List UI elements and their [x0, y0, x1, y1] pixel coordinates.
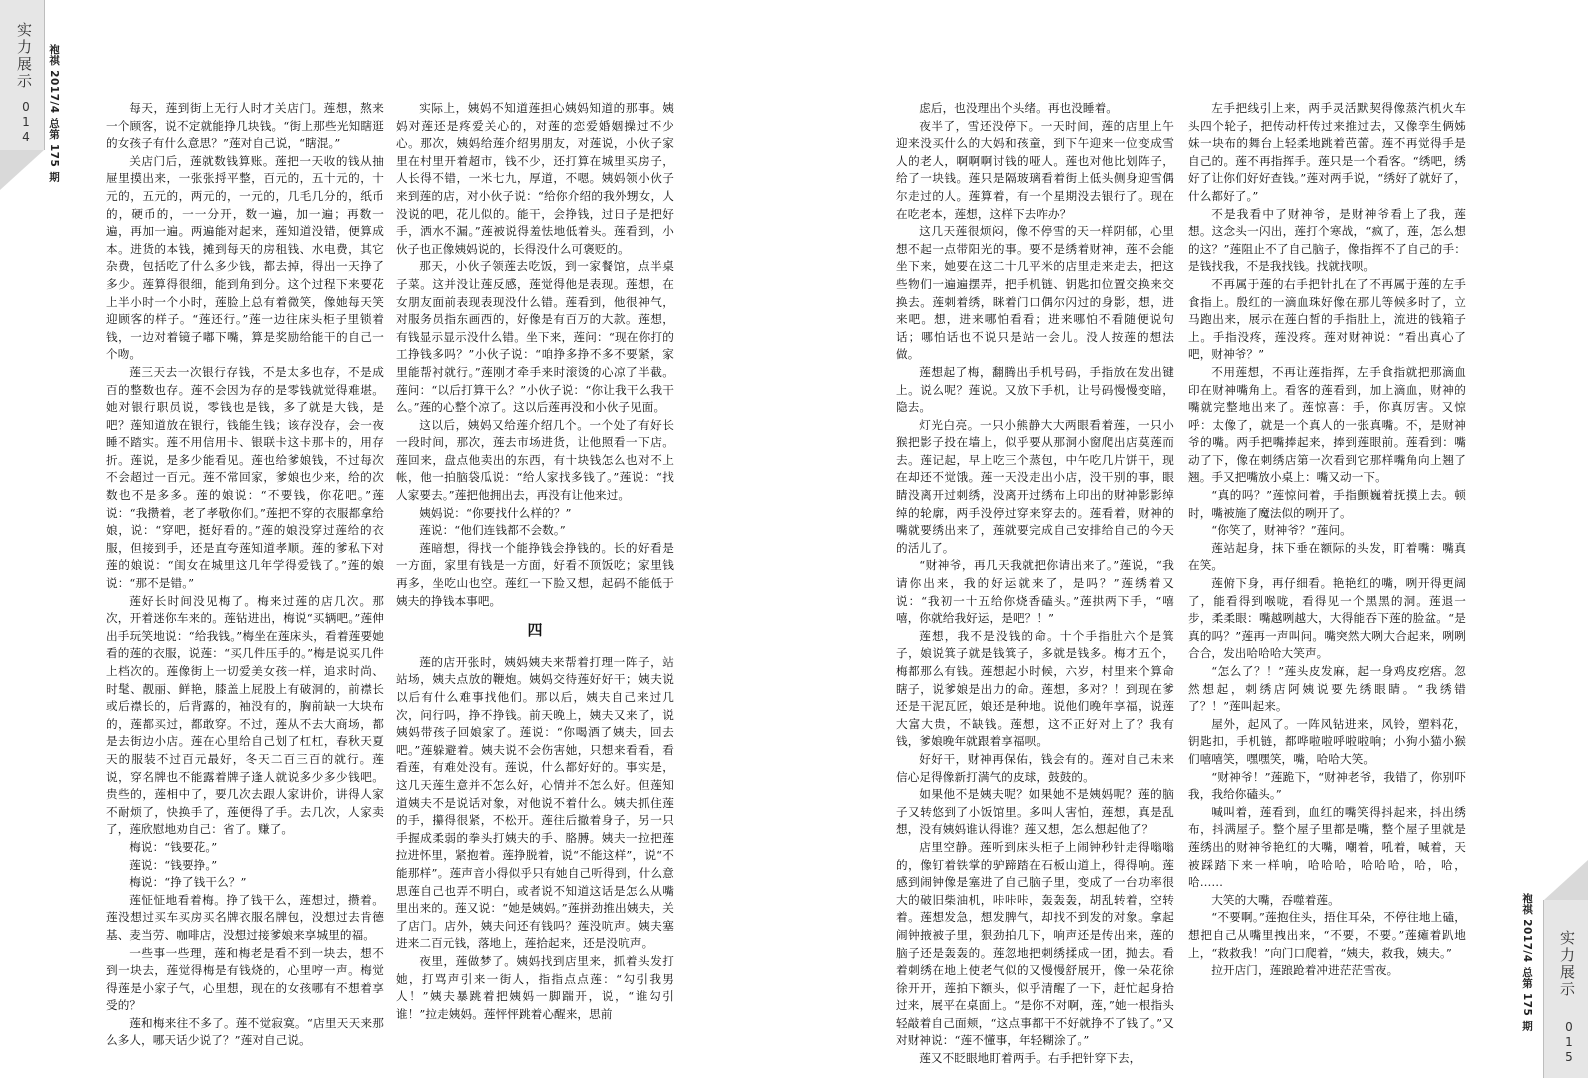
left-section-title: 实力展示 — [15, 22, 33, 90]
paragraph: 莲站起身，抹下垂在额际的头发，盯着嘴：嘴真在笑。 — [1188, 540, 1466, 573]
paragraph: 这几天莲很烦闷，像不停雪的天一样阴郁，心里想不起一点带阳光的事。要不是绣着财神，莲不会能坐下来，她要在这二十几平米的店里走来走去，把这些物们一遍遍摆弄，把手机链、钥匙扣位置交换来交换去。莲刺着绣，眯着门口偶尔闪过的身影，想，进来吧。想，进来哪怕看看；进来哪怕不看随便说句话；哪怕话也不说只是站一会儿。没人按莲的想法做。 — [896, 224, 1174, 362]
paragraph: 喊叫着，莲看到，血红的嘴笑得抖起来，抖出绣布，抖满屋子。整个屋子里都是嘴，整个屋子里就是莲绣出的财神爷艳红的大嘴，嘲着，吼着，喊着，天被踩踏下来一样响，哈哈哈，哈哈哈，哈，哈，哈…… — [1188, 804, 1466, 890]
text-column-4 — [1188, 100, 1466, 980]
paragraph: 屋外，起风了。一阵风钻进来，风铃，塑料花，钥匙扣，手机链，都哗啦啦呼啦啦响；小狗小猫小猴们嘻嘻笑，嘿嘿笑，嘴，哈哈大笑。 — [1188, 716, 1466, 766]
paragraph: 莲三天去一次银行存钱，不是太多也存，不是成百的整数也存。莲不会因为存的是零钱就觉得难堪。她对银行职员说，零钱也是钱，多了就是大钱，是吧？莲知道放在银行，钱能生钱；该存没存，会一夜睡不踏实。莲不用信用卡、银联卡这卡那卡的，用存折。莲说，是多少能看见。莲也给爹娘钱，不过每次不会超过一百元。莲不常回家，爹娘也少来，给的次数也不是多多。莲的娘说：“不要钱，你花吧。”莲说：“我攒着，老了孝敬你们。”莲把不穿的衣服都拿给娘，说：“穿吧，挺好看的。”莲的娘没穿过莲给的衣服，但接到手，还是直夸莲知道孝顺。莲的爹私下对莲的娘说：“闺女在城里这几年学得爱钱了。”莲的娘说：“那不是错。” — [106, 364, 384, 591]
paragraph: 梅说：“钱要花。” — [129, 839, 218, 854]
right-issue-info: 袍祺 2017/4 总第 175 期 — [1521, 893, 1533, 1032]
paragraph: 不再属于莲的右手把针扎在了不再属于莲的左手食指上。殷红的一滴血珠好像在那儿等候多时了，立马跑出来，展示在莲白皙的手指肚上，流进的钱箱子上。手指没疼，莲没疼。莲对财神说：“看出真心了吧，财神爷？” — [1188, 276, 1466, 362]
paragraph: “财神爷，再几天我就把你请出来了。”莲说，“我请你出来，我的好运就来了，是吗？”莲绣着又说：“我初一十五给你烧香磕头。”莲拱两下手，“嘻嘻，你就给我好运，是吧？！” — [896, 558, 1174, 626]
paragraph: 莲和梅来往不多了。莲不觉寂寞。“店里天天来那么多人，哪天话少说了？”莲对自己说。 — [106, 1015, 384, 1048]
paragraph: “怎么了？！”莲头皮发麻，起一身鸡皮疙瘩。忽然想起，刺绣店阿姨说要先绣眼睛。“我绣错了？！”莲叫起来。 — [1188, 664, 1466, 714]
paragraph: 灯光白亮。一只小熊静大大两眼看着莲，一只小猴把影子投在墙上，似乎要从那洞小窗爬出店莫莲而去。莲记起，早上吃三个蒸包，中午吃几片饼干，现在却还不觉饿。莲一天没走出小店，没干别的事，眼睛没离开过刺绣，没离开过绣布上印出的财神影影绰绰的轮廓，两手没停过穿来穿去的。莲看着，财神的嘴就要绣出来了，莲就要完成自己安排给自己的今天的活儿了。 — [896, 417, 1174, 555]
text-column-3 — [896, 100, 1174, 1068]
paragraph: 不是我看中了财神爷，是财神爷看上了我，莲想。这念头一闪出，莲打个寒战，“疯了，莲，怎么想的这？”莲阻止不了自己脑子，像指挥不了自己的手：是钱找我，不是我找钱。找就找呗。 — [1188, 206, 1466, 274]
paragraph: 莲说：“钱要挣。” — [129, 857, 218, 872]
paragraph: 莲怔怔地看着梅。挣了钱干么，莲想过，攒着。莲没想过买车买房买名牌衣服名牌包，没想过去肯德基、麦当劳、咖啡店，没想过接爹娘来享城里的福。 — [106, 892, 384, 942]
paragraph: 莲俯下身，再仔细看。艳艳红的嘴，咧开得更阔了，能看得到喉咙，看得见一个黑黑的洞。莲退一步，柔柔眼：嘴越咧越大，大得能吞下莲的脸盆。“是真的吗？”莲再一声叫问。嘴突然大咧大合起来，咧咧合合，发出哈哈哈大笑声。 — [1188, 576, 1466, 661]
paragraph: 夜半了，雪还没停下。一天时间，莲的店里上午迎来没买什么的大妈和孩童，到下午迎来一位变成雪人的老人，啊啊啊讨钱的哑人。莲也对他比划阵子，给了一块钱。莲只是隔玻璃看着街上低头侧身迎雪偶尔走过的人。莲算着，有一个星期没去银行了。现在在吃老本，莲想，这样下去咋办？ — [896, 118, 1174, 221]
paragraph: 实际上，姨妈不知道莲担心姨妈知道的那事。姨妈对莲还是疼爱关心的，对莲的恋爱婚姻操过不少心。那次，姨妈给莲介绍男朋友，对莲说，小伙子家里在村里开着超市，钱不少，还打算在城里买房子，人长得不错，一米七九，厚道，不嗯。姨妈领小伙子来到莲的店，对小伙子说：“给你介绍的我外甥女，人没说的吧，花儿似的。能干，会挣钱，过日子是把好手，洒水不漏。”莲被说得羞怯地低着头。莲看到，小伙子也正像姨妈说的，长得没什么可褒贬的。 — [396, 101, 674, 256]
paragraph: 不用莲想，不再让莲指挥，左手食指就把那滴血印在财神嘴角上。看客的莲看到，加上滴血，财神的嘴就完整地出来了。莲惊喜：手，你真厉害。又惊呼：太像了，就是一个真人的一张真嘴。不，是财神爷的嘴。两手把嘴捧起来，捧到莲眼前。莲看到：嘴动了下，像在刺绣店第一次看到它那样嘴角向上翘了翘。手又把嘴放小桌上：嘴又动一下。 — [1188, 364, 1466, 485]
paragraph: 拉开店门，莲踉跄着冲进茫茫雪夜。 — [1211, 963, 1399, 978]
paragraph: 夜里，莲做梦了。姨妈找到店里来，抓着头发打她，打骂声引来一街人，指指点点莲：“勾引我男人！”姨夫暴跳着把姨妈一脚踹开，说，“谁勾引谁！”拉走姨妈。莲怦怦跳着心醒来，思前 — [396, 953, 674, 1021]
paragraph: “真的吗？”莲惊问着，手指颤巍着抚摸上去。顿时，嘴被施了魔法似的咧开了。 — [1188, 488, 1466, 520]
paragraph: 虑后，也没理出个头绪。再也没睡着。 — [919, 101, 1118, 115]
paragraph: 每天，莲到街上无行人时才关店门。莲想，熬来一个顾客，说不定就能挣几块钱。“街上那些光知瞎逛的女孩子有什么意思？”莲对自己说，“瞎混。” — [106, 101, 384, 151]
paragraph: 莲说：“他们连钱都不会数。” — [419, 523, 566, 538]
paragraph: 莲好长时间没见梅了。梅来过莲的店几次。那次，开着迷你车来的。莲钻进出，梅说“买辆吧。”莲伸出手玩笑地说：“给我钱。”梅坐在莲床头，看着莲要她看的莲的衣服，说莲：“买几件压手的。”梅是说买几件上档次的。莲像街上一切爱美女孩一样，追求时尚、时髦、靓丽、鲜艳，膝盖上屁股上有破洞的，前襟长或后襟长的，后背露的，袖没有的，胸前缺一大块布的，莲都买过，都敢穿。不过，莲从不去大商场，都是去街边小店。莲在心里给自己划了杠杠，春秋天夏天的服装不过百元最好，冬天二百三百的就行。莲说，穿名牌也不能露着牌子逢人就说多少多少钱吧。贵些的，莲相中了，要几次去跟人家讲价，讲得人家不耐烦了，快换手了，莲便得了手。去几次，人家卖了，莲欣慰地劝自己：省了。赚了。 — [106, 593, 384, 837]
paragraph: 梅说：“挣了钱干么？” — [129, 875, 247, 890]
paragraph: 好好干，财神再保佑，钱会有的。莲对自己未来信心足得像新打满气的皮球，鼓鼓的。 — [896, 751, 1174, 784]
paragraph: 莲暗想，得找一个能挣钱会挣钱的。长的好看是一方面，家里有钱是一方面，好看不顶饭吃；家里钱再多，坐吃山也空。莲红一下脸又想，起码不能低于姨夫的挣钱本事吧。 — [396, 540, 674, 608]
right-page-number: 015 — [1562, 1020, 1576, 1065]
paragraph: 关店门后，莲就数钱算账。莲把一天收的钱从抽屉里摸出来，一张张捋平整，百元的，五十元的，十元的，五元的，两元的，一元的，几毛几分的，纸币的，硬币的，一一分开，数一遍，加一遍；再数一遍，再加一遍。两遍能对起来，莲知道没错，便算成本。进货的本钱，摊到每天的房租钱、水电费，其它杂费，包括吃了什么多少钱，都去掉，得出一天挣了多少。莲算得很细，能到角到分。这个过程下来要花上半小时一个小时，莲脸上总有着微笑，像她每天笑迎顾客的样子。“莲还行。”莲一边往床头柜子里锁着钱，一边对着镜子嘟下嘴，算是奖励给能干的自己一个吻。 — [106, 153, 384, 362]
left-issue-info: 袍祺 2017/4 总第 175 期 — [48, 44, 60, 183]
paragraph: “财神爷！”莲跪下，“财神老爷，我错了，你别吓我，我给你磕头。” — [1188, 769, 1466, 802]
paragraph: 莲想，我不是没钱的命。十个手指肚六个是箕子，娘说箕子就是钱箕子，多就是钱多。梅才五个，梅都那么有钱。莲想起小时候，六岁，村里来个算命瞎子，说爹娘是出力的命。莲想，多对？！到现在爹还是干泥瓦匠，娘还是种地。说他们晚年享福，说莲大富大贵，不缺钱。莲想，这不正好对上了？我有钱，爹娘晚年就跟着享福呗。 — [896, 628, 1174, 749]
paragraph: “不要啊。”莲抱住头，捂住耳朵，不停往地上磕，想把自己从嘴里拽出来，“不要，不要。”莲瘫着趴地上，“救救我！”向门口爬着，“姨夫，救我，姨夫。” — [1188, 910, 1466, 960]
paragraph: 莲又不眨眼地盯着两手。右手把针穿下去， — [919, 1051, 1142, 1066]
text-column-2 — [396, 100, 674, 1023]
paragraph: 那天，小伙子领莲去吃饭，到一家餐馆，点半桌子菜。这并没让莲反感，莲觉得他是表现。莲想，在女朋友面前表现表现没什么错。莲看到，他很神气，对服务员指东画西的，好像是有百万的大款。莲想，有钱显示显示没什么错。坐下来，莲问：“现在你打的工挣钱多吗？”小伙子说：“咱挣多挣不多不要紧，家里能帮衬就行。”莲刚才牵手来时滚烫的心凉了半截。莲问：“以后打算干么？”小伙子说：“你让我干么我干么。”莲的心整个凉了。这以后莲再没和小伙子见面。 — [396, 259, 674, 415]
paragraph: 店里空静。莲听到床头柜子上闹钟秒针走得嗡嗡的，像钉着铁掌的驴蹄踏在石板山道上，得得响。莲感到闹钟像是塞进了自己脑子里，变成了一台功率很大的破旧柴油机，咔咔咔，轰轰轰，胡乱转着，空转着。莲想发急，想发脾气，却找不到发的对象。拿起闹钟掖被子里，狠劲拍几下，响声还是传出来，莲的脑子还是轰轰的。莲忽地把刺绣揉成一团，抛去。看着刺绣在地上使老气似的又慢慢舒展开，像一朵花徐徐开开，莲拍下额头，似乎清醒了一下，赶忙起身拾过来，展平在桌面上。“是你不对啊，莲，”她一根指头轻敲着自己面颊，“这点事都干不好就挣不了钱了。”又对财神说：“莲不懂事，年轻糊涂了。” — [896, 839, 1174, 1048]
text-column-1 — [106, 100, 384, 1050]
paragraph: 莲想起了梅，翻腾出手机号码，手指放在发出键上。说么呢？莲说。又放下手机，让号码慢慢变暗，隐去。 — [896, 364, 1174, 415]
left-page-number: 014 — [19, 100, 33, 145]
paragraph: 大笑的大嘴，吞噬着莲。 — [1211, 892, 1340, 907]
paragraph: 莲的店开张时，姨妈姨夫来帮着打理一阵子，站站场，姨夫点放的鞭炮。姨妈交待莲好好干；姨夫说以后有什么难事找他们。那以后，姨夫自己来过几次，问行吗，挣不挣钱。前天晚上，姨夫又来了，说姨妈带孩子回娘家了。莲说：“你喝酒了姨夫，回去吧。”莲躲避着。姨夫说不会伤害她，只想来看看，看看莲，有难处没有。莲说，什么都好好的。事实是，这几天莲生意并不怎么好，心情并不怎么好。但莲知道姨夫不是说话对象，对他说不着什么。姨夫抓住莲的手，攥得很紧，不松开。莲往后撤着身子，另一只手握成柔弱的拳头打姨夫的手、胳膊。姨夫一拉把莲拉进怀里，紧抱着。莲挣脱着，说“不能这样”，说“不能那样”。莲声音小得似乎只有她自己听得到，什么意思莲自己也弄不明白，或者说不知道这话是怎么从嘴里出来的。莲又说：“她是姨妈。”莲拼劲推出姨夫，关了店门。店外，姨夫问还有钱吗？莲没吭声。姨夫塞进来二百元钱，落地上，莲拾起来，还是没吭声。 — [396, 654, 674, 951]
paragraph: 如果他不是姨夫呢？如果她不是姨妈呢？莲的脑子又转悠到了小饭馆里。多叫人害怕，莲想，真是乱想，没有姨妈谁认得谁？莲又想，怎么想起他了？ — [896, 787, 1174, 837]
paragraph: 这以后，姨妈又给莲介绍几个。一个处了有好长一段时间，那次，莲去市场进货，让他照看一下店。莲回来，盘点他卖出的东西，有十块钱怎么也对不上帐，他一拍脑袋瓜说：“给人家找多钱了。”莲说：“找人家要去。”莲把他拥出去，再没有让他来过。 — [396, 417, 674, 503]
paragraph: 一些事一些理，莲和梅老是看不到一块去，想不到一块去，莲觉得梅是有钱烧的，心里哼一声。梅觉得莲是小家子气，心里想，现在的女孩哪有不想着享受的？ — [106, 945, 384, 1013]
paragraph: “你笑了，财神爷？”莲问。 — [1211, 523, 1352, 538]
paragraph: 左手把线引上来，两手灵活默契得像蒸汽机火车头四个轮子，把传动杆传过来推过去，又像孪生俩姊妹一块布的舞台上轻柔地跳着芭蕾。莲不再觉得手是自己的。莲不再指挥手。莲只是一个看客。“绣吧，绣好了让你们好好查钱。”莲对两手说，“绣好了就好了，什么都好了。” — [1188, 101, 1466, 203]
paragraph: 姨妈说：“你要找什么样的？” — [419, 505, 572, 520]
right-section-title: 实力展示 — [1558, 930, 1576, 998]
section-heading: 四 — [527, 621, 543, 640]
